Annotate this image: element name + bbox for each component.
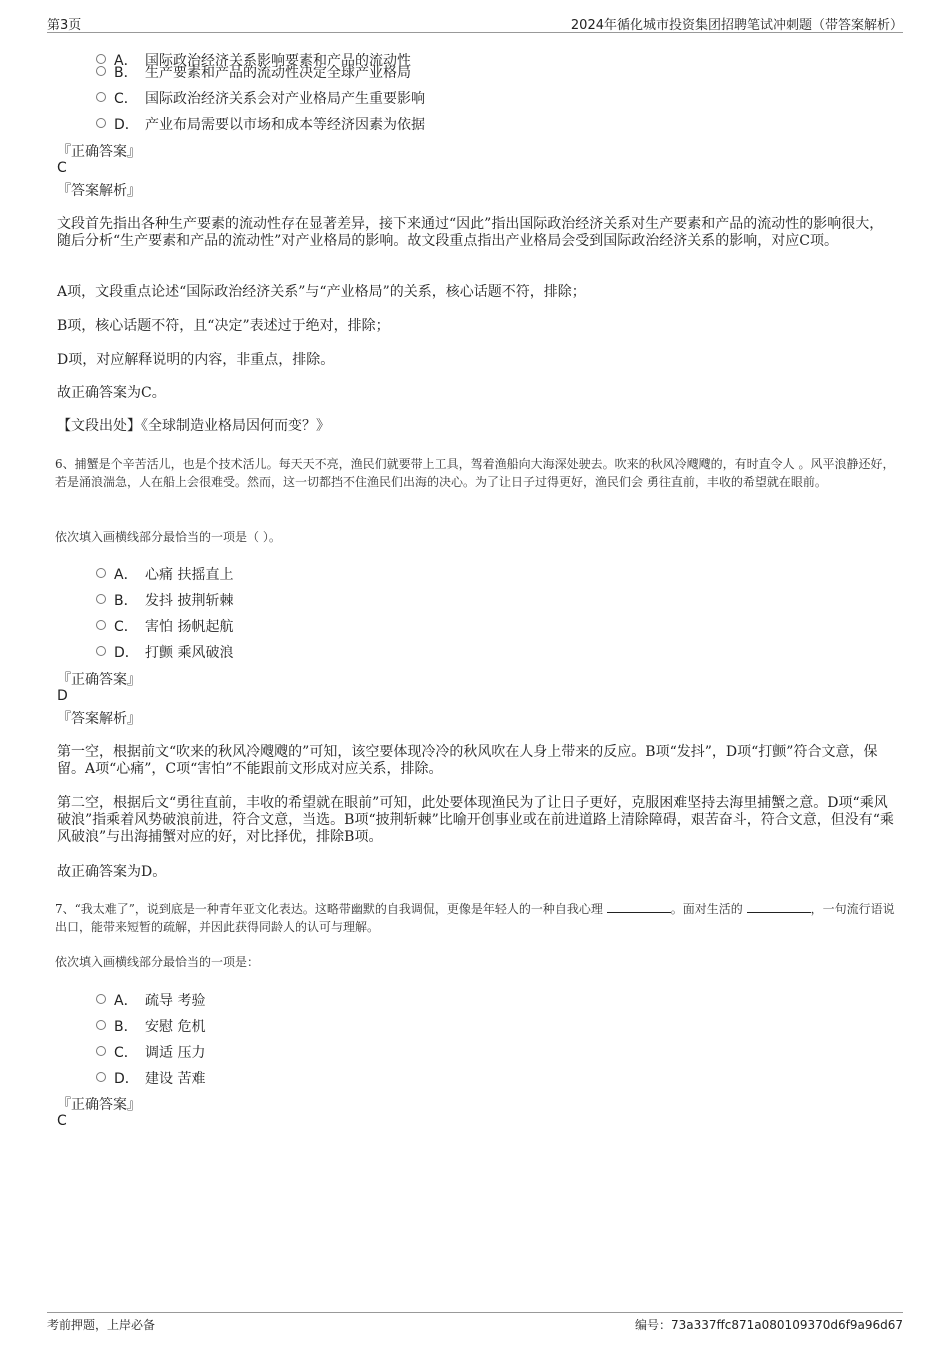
radio-icon[interactable] (96, 620, 106, 630)
question-stem: 7、“我太难了”，说到底是一种青年亚文化表达。这略带幽默的自我调侃，更像是年轻人的一种自我心理 。面对生活的 ，一句流行语说出口，能带来短暂的疏解，并因此获得同龄人的认可与理解。 (55, 902, 895, 934)
correct-answer: C (57, 1113, 67, 1129)
radio-icon[interactable] (96, 568, 106, 578)
question-prompt: 依次填入画横线部分最恰当的一项是（ ）。 (55, 530, 281, 544)
source-citation: 【文段出处】《全球制造业格局因何而变？》 (57, 418, 330, 434)
question-stem: 6、捕蟹是个辛苦活儿，也是个技术活儿。每天天不亮，渔民们就要带上工具，驾着渔船向大海深处驶去。吹来的秋风冷飕飕的，有时直令人 。风平浪静还好，若是涌浪湍急，人在船上会很难受。然而，这一切都挡不住渔民们出海的决心。为了让日子过得更好，渔民们会 勇往直前，丰收的希望就在眼前。 (55, 457, 895, 489)
correct-answer-label: 『正确答案』 (57, 1097, 141, 1113)
analysis-paragraph: 第二空，根据后文“勇往直前，丰收的希望就在眼前”可知，此处要体现渔民为了让日子更好，克服困难坚持去海里捕蟹之意。D项“乘风破浪”指乘着风势破浪前进，符合文意，当选。B项“披荆斩棘”比喻开创事业或在前进道路上清除障碍，艰苦奋斗，符合文意，但没有“乘风破浪”与出海捕蟹对应的好，对比择优，排除B项。 (57, 795, 894, 845)
radio-icon[interactable] (96, 66, 106, 76)
correct-answer: D (57, 688, 68, 704)
correct-answer-label: 『正确答案』 (57, 144, 141, 160)
analysis-paragraph: 文段首先指出各种生产要素的流动性存在显著差异，接下来通过“因此”指出国际政治经济关系对生产要素和产品的流动性的影响很大，随后分析“生产要素和产品的流动性”对产业格局的影响。故文段重点指出产业格局会受到国际政治经济关系的影响，对应C项。 (57, 216, 884, 249)
analysis-paragraph: B项，核心话题不符，且“决定”表述过于绝对，排除； (57, 318, 390, 334)
document-title: 2024年循化城市投资集团招聘笔试冲刺题（带答案解析） (570, 18, 903, 33)
fill-blank[interactable] (607, 901, 671, 913)
analysis-paragraph: 第一空，根据前文“吹来的秋风冷飕飕的”可知，该空要体现冷冷的秋风吹在人身上带来的反应。B项“发抖”，D项“打颤”符合文意，保留。A项“心痛”，C项“害怕”不能跟前文形成对应关系，排除。 (57, 744, 878, 777)
correct-answer-label: 『正确答案』 (57, 672, 141, 688)
page-footer (47, 1312, 903, 1335)
analysis-label: 『答案解析』 (57, 711, 141, 727)
analysis-paragraph: 故正确答案为C。 (57, 385, 166, 401)
radio-icon[interactable] (96, 92, 106, 102)
question-prompt: 依次填入画横线部分最恰当的一项是： (55, 955, 260, 969)
footer-slogan: 考前押题，上岸必备 (47, 1318, 156, 1332)
analysis-paragraph: D项，对应解释说明的内容，非重点，排除。 (57, 352, 335, 368)
radio-icon[interactable] (96, 1020, 106, 1030)
analysis-paragraph: 故正确答案为D。 (57, 864, 167, 880)
document-id: 编号：73a337ffc871a080109370d6f9a96d67 (635, 1318, 903, 1332)
correct-answer: C (57, 160, 67, 176)
analysis-label: 『答案解析』 (57, 183, 141, 199)
page-number: 第3页 (47, 18, 82, 33)
fill-blank[interactable] (747, 901, 811, 913)
radio-icon[interactable] (96, 994, 106, 1004)
radio-icon[interactable] (96, 1046, 106, 1056)
radio-icon[interactable] (96, 594, 106, 604)
radio-icon[interactable] (96, 118, 106, 128)
radio-icon[interactable] (96, 646, 106, 656)
page-header (47, 14, 903, 33)
analysis-paragraph: A项，文段重点论述“国际政治经济关系”与“产业格局”的关系，核心话题不符，排除； (57, 284, 586, 300)
radio-icon[interactable] (96, 54, 106, 64)
radio-icon[interactable] (96, 1072, 106, 1082)
